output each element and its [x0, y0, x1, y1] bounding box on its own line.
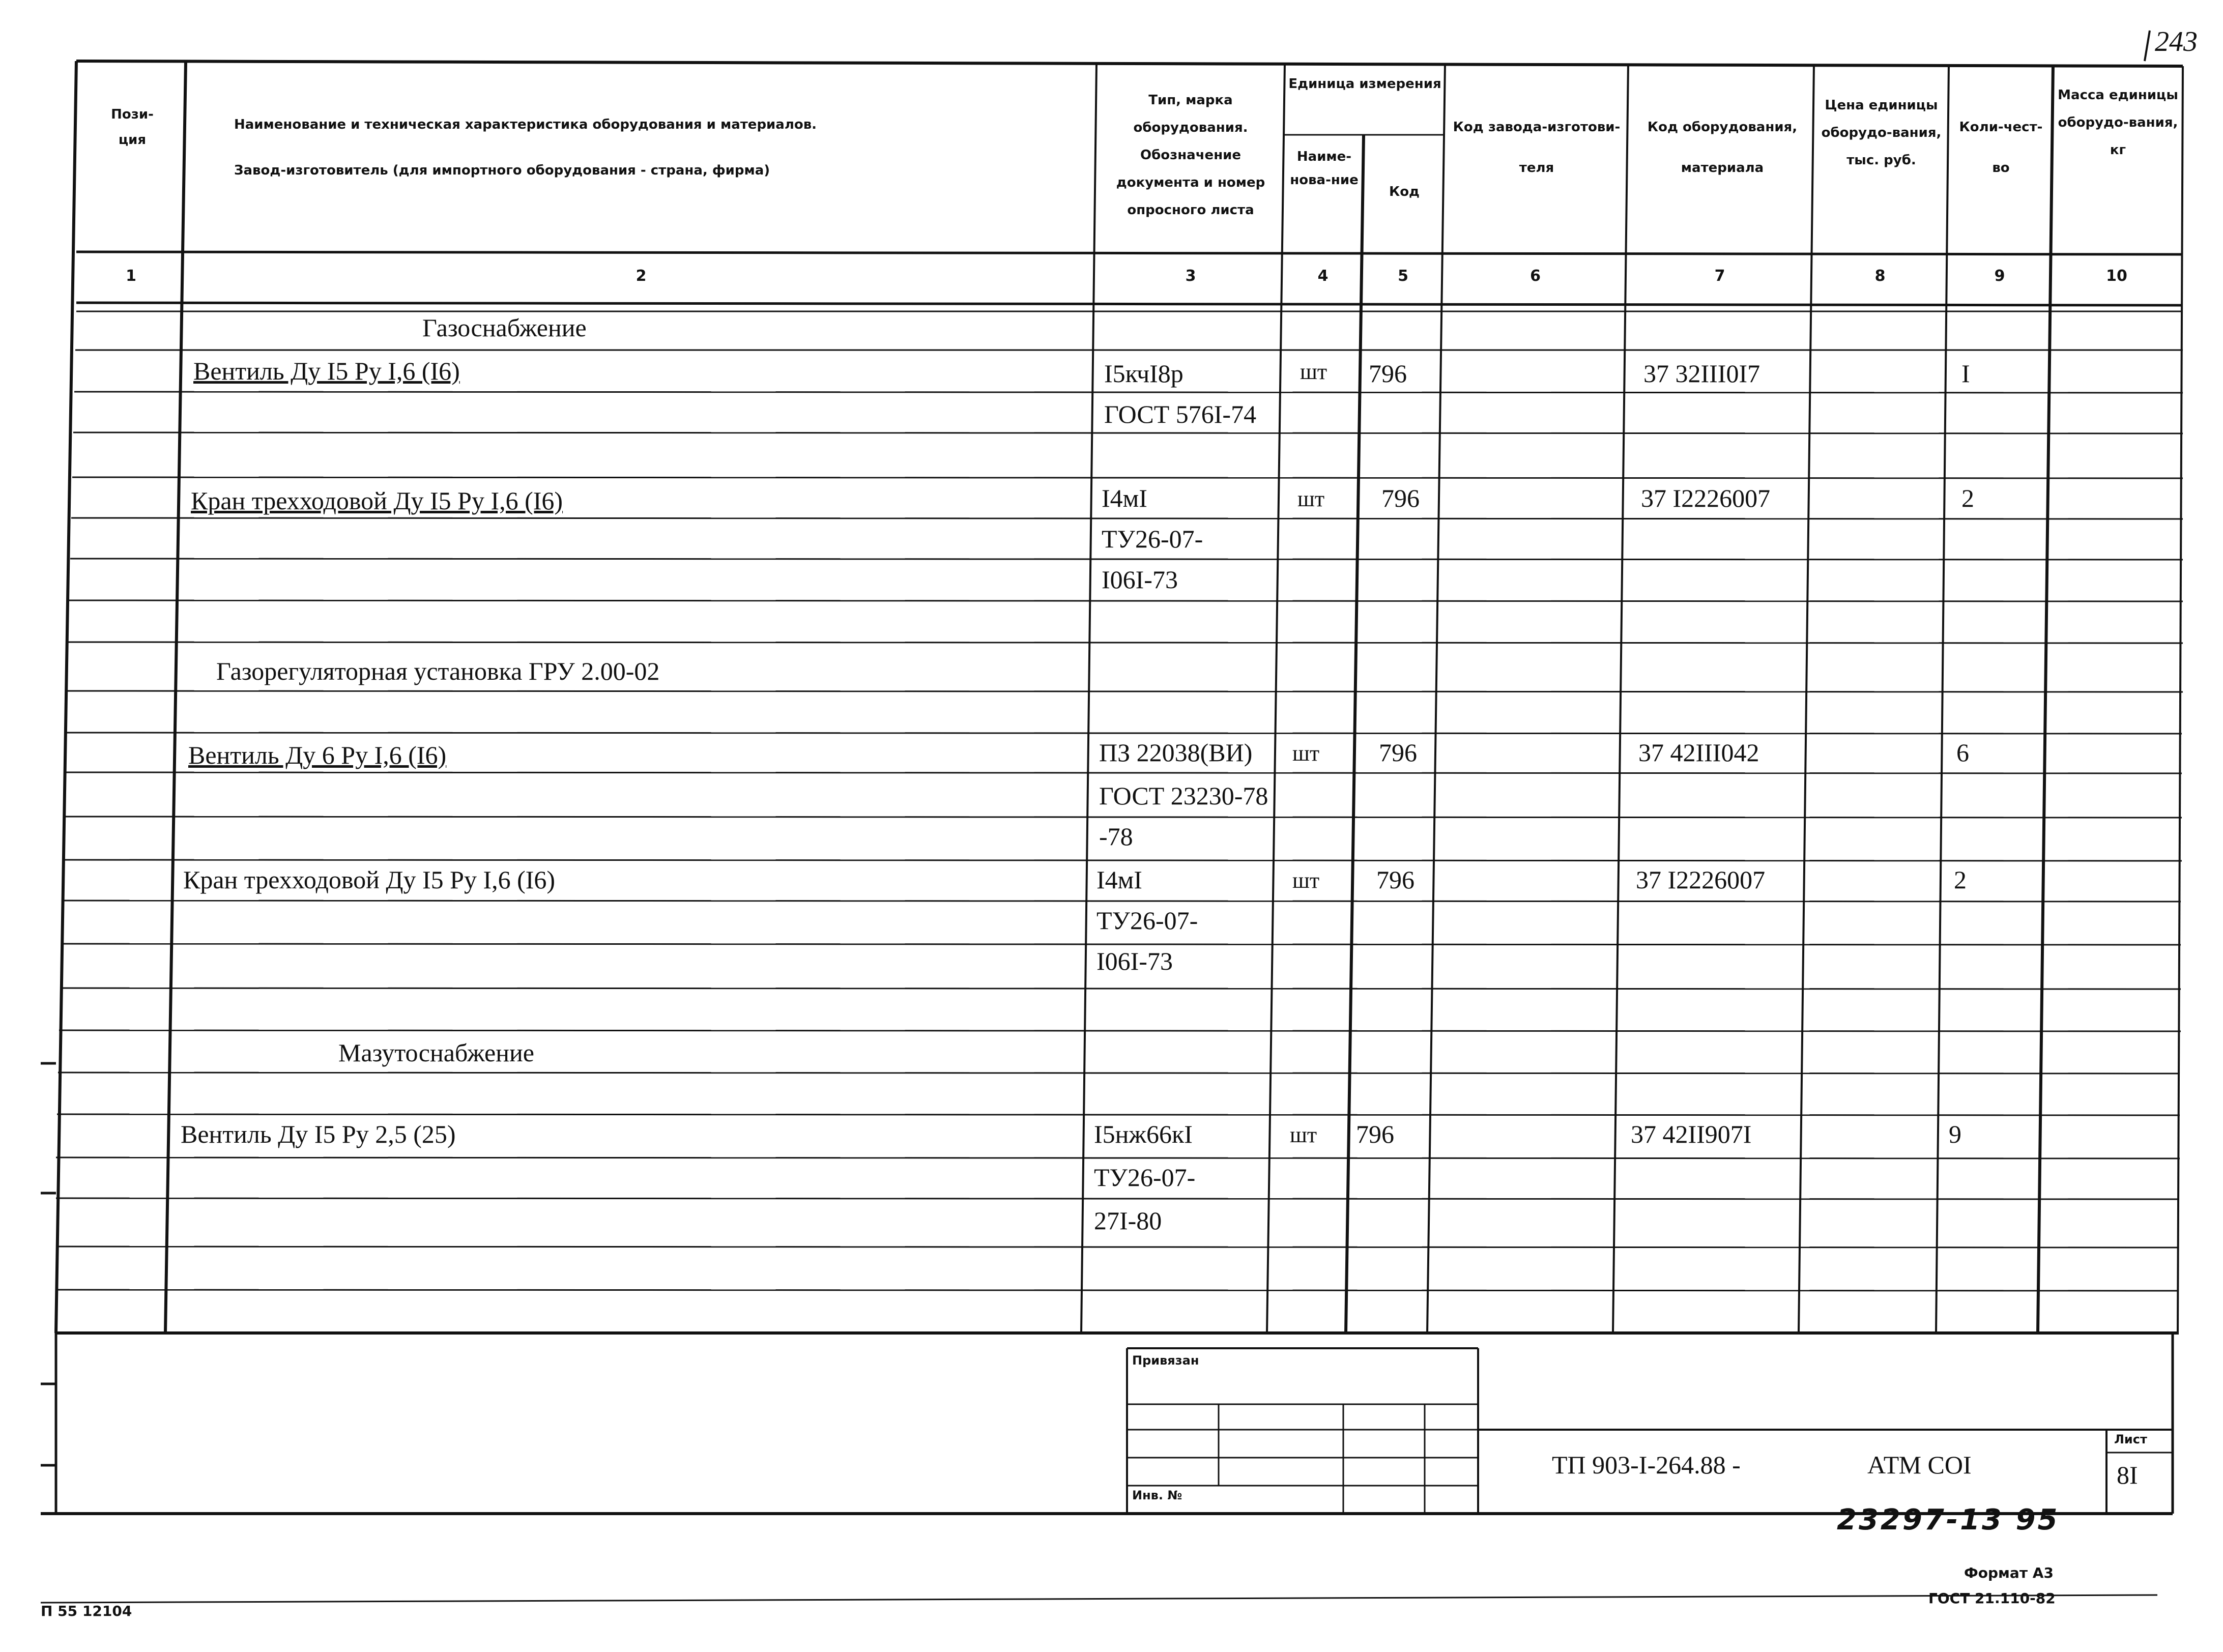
row-5-unit-code: 796 [1356, 1120, 1394, 1148]
row-3-type-line-2: ГОСТ 23230-78 [1099, 781, 1268, 810]
row-5-unit: шт [1290, 1122, 1317, 1147]
col-number-6: 6 [1530, 267, 1541, 285]
row-4-unit: шт [1292, 868, 1320, 893]
row-4-name: Кран трехходовой Ду I5 Ру I,6 (I6) [183, 865, 556, 894]
header-factory-code: Код завода-изготови-теля [1453, 120, 1621, 176]
col-number-5: 5 [1398, 267, 1408, 285]
row-4-type-line-1: I4мI [1096, 865, 1142, 894]
col-number-2: 2 [636, 267, 647, 285]
col-number-8: 8 [1874, 267, 1886, 285]
header-mass: Масса единицы оборудо-вания, кг [2058, 88, 2178, 158]
row-2-type-line-2: ТУ26-07- [1102, 525, 1203, 553]
row-4-type-line-2: ТУ26-07- [1096, 906, 1198, 935]
form-code: П 55 12104 [41, 1603, 132, 1619]
row-1-name: Вентиль Ду I5 Ру I,6 (I6) [193, 357, 460, 385]
gost-label: ГОСТ 21.110-82 [1928, 1590, 2056, 1607]
row-3-quantity: 6 [1956, 738, 1969, 767]
header-unit-name: Наиме-нова-ние [1290, 149, 1359, 188]
row-5-name: Вентиль Ду I5 Ру 2,5 (25) [181, 1120, 456, 1148]
stamp-number: 23297-13 95 [1837, 1503, 2060, 1537]
row-4-quantity: 2 [1954, 865, 1967, 894]
section-title-gas: Газоснабжение [422, 313, 587, 342]
row-1-type-line-1: I5кчI8р [1104, 359, 1183, 388]
row-2-equipment-code: 37 I2226007 [1641, 484, 1771, 512]
row-4-type-line-3: I06I-73 [1096, 947, 1173, 975]
row-3-type-line-3: -78 [1099, 822, 1133, 851]
row-1-quantity: I [1961, 359, 1970, 388]
col-number-10: 10 [2106, 267, 2127, 285]
format-label: Формат А3 [1964, 1564, 2054, 1581]
header-unit-code: Код [1389, 184, 1420, 199]
col-number-3: 3 [1185, 267, 1196, 285]
row-2-type-line-1: I4мI [1102, 484, 1147, 512]
document-mark: АТМ СОI [1867, 1451, 1972, 1479]
header-equipment-code: Код оборудования, материала [1647, 120, 1798, 176]
row-4-unit-code: 796 [1376, 865, 1414, 894]
header-position: Пози- ция [111, 107, 154, 148]
header-name: Наименование и техническая характеристика оборудования и материалов. Завод-изготовитель (для импортного оборудования - страна, фирма) [234, 117, 817, 178]
header-quantity: Коли-чест-во [1959, 120, 2043, 176]
header-price: Цена единицы оборудо-вания, тыс. руб. [1821, 98, 1942, 168]
page-corner-number: 243 [2155, 26, 2198, 57]
row-2-unit-code: 796 [1381, 484, 1420, 512]
section-title-fuel-oil: Мазутоснабжение [338, 1038, 534, 1067]
row-4-equipment-code: 37 I2226007 [1636, 865, 1766, 894]
row-1-type-line-2: ГОСТ 576I-74 [1104, 400, 1257, 428]
row-1-unit: шт [1300, 359, 1327, 384]
row-2-quantity: 2 [1961, 484, 1974, 512]
row-5-type-line-2: ТУ26-07- [1094, 1163, 1196, 1192]
row-5-quantity: 9 [1949, 1120, 1961, 1148]
sheet-label: Лист [2114, 1432, 2147, 1446]
col-number-7: 7 [1714, 267, 1725, 285]
row-1-unit-code: 796 [1369, 359, 1407, 388]
row-2-name: Кран трехходовой Ду I5 Ру I,6 (I6) [191, 486, 563, 515]
header-unit-group: Единица измерения [1288, 76, 1441, 92]
sheet-number: 8I [2117, 1461, 2138, 1489]
row-1-equipment-code: 37 32III0I7 [1643, 359, 1760, 388]
row-2-unit: шт [1297, 486, 1325, 511]
row-3-name: Вентиль Ду 6 Ру I,6 (I6) [188, 741, 447, 769]
row-3-type-line-1: ПЗ 22038(ВИ) [1099, 738, 1253, 767]
col-number-9: 9 [1994, 267, 2005, 285]
row-3-unit-code: 796 [1379, 738, 1417, 767]
col-number-4: 4 [1317, 267, 1329, 285]
inventory-number-label: Инв. № [1132, 1488, 1182, 1502]
section-title-gru: Газорегуляторная установка ГРУ 2.00-02 [216, 657, 660, 685]
header-type: Тип, марка оборудования. Обозначение документа и номер опросного листа [1116, 93, 1265, 218]
row-5-equipment-code: 37 42II907I [1631, 1120, 1752, 1148]
privyazan-label: Привязан [1132, 1353, 1199, 1368]
col-number-1: 1 [126, 267, 136, 285]
row-5-type-line-3: 27I-80 [1094, 1206, 1162, 1235]
row-2-type-line-3: I06I-73 [1102, 565, 1178, 594]
document-code: ТП 903-I-264.88 - [1552, 1451, 1741, 1479]
row-3-equipment-code: 37 42III042 [1638, 738, 1759, 767]
row-3-unit: шт [1292, 741, 1320, 766]
row-5-type-line-1: I5нж66кI [1094, 1120, 1193, 1148]
